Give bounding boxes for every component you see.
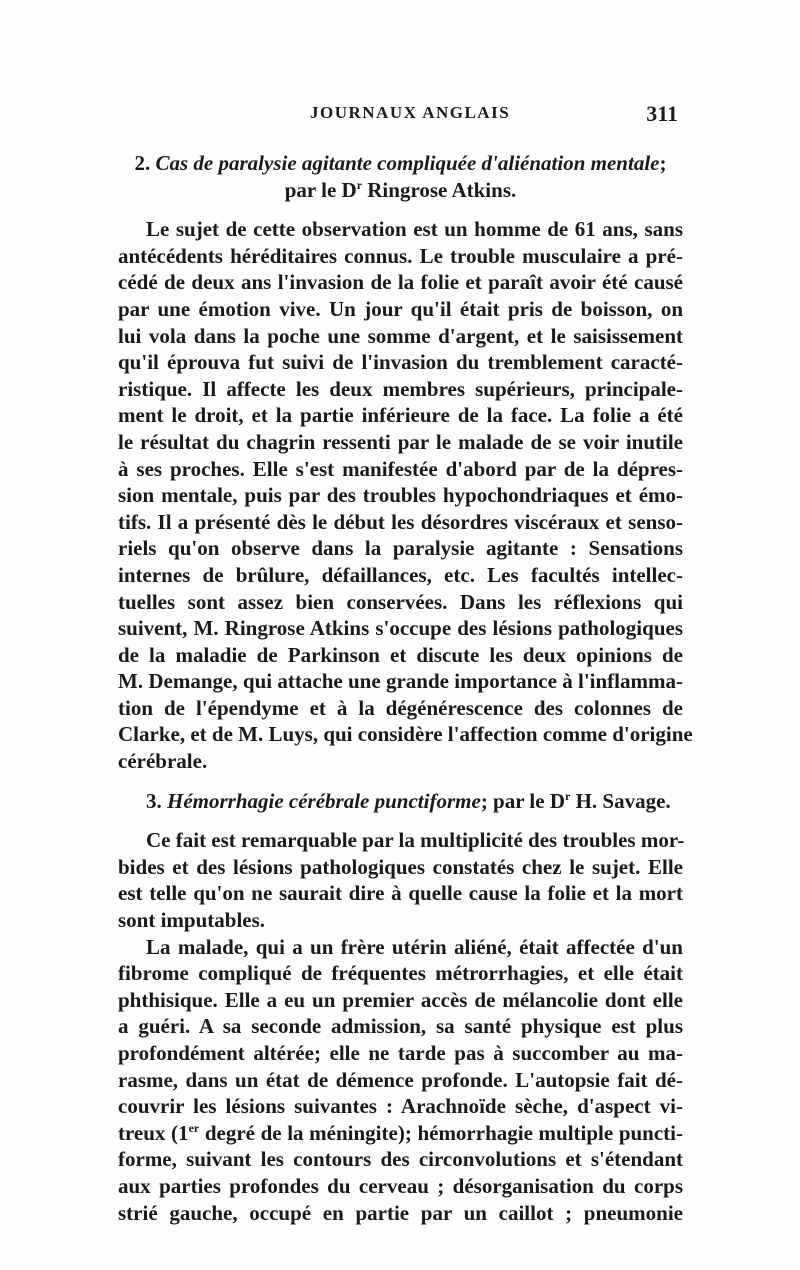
page-number: 311 [646,101,678,126]
section-3-number: 3. [146,788,167,813]
paragraph-line: suivent, M. Ringrose Atkins s'occupe des lésions pathologiques [118,616,683,641]
section-3-author-name: H. Savage. [570,788,671,813]
meningite-line-start: treux (1 [118,1120,189,1145]
paragraph-line: profondément altérée; elle ne tarde pas à succomber au ma- [118,1041,683,1065]
section-2-title-text: Cas de paralysie agitante compliquée d'aliénation mentale [155,151,660,175]
paragraph-line: a guéri. A sa seconde admission, sa santé physique est plus [118,1014,683,1039]
paragraph-line: La malade, qui a un frère utérin aliéné, était affectée d'un [146,934,683,959]
paragraph-line: couvrir les lésions suivantes : Arachnoïde sèche, d'aspect vi- [118,1094,683,1119]
spacer [118,775,683,788]
paragraph-line: aux parties profondes du cerveau ; désorganisation du corps [118,1173,683,1198]
paragraph-line: est telle qu'on ne saurait dire à quelle cause la folie et la mort [118,881,683,906]
section-3-title-text: Hémorrhagie cérébrale punctiforme [167,788,481,813]
running-head: JOURNAUX ANGLAIS [310,103,511,122]
paragraph-line: phthisique. Elle a eu un premier accès de mélancolie dont elle [118,987,683,1012]
paragraph-line: à ses proches. Elle s'est manifestée d'abord par de la dépres- [118,456,683,481]
section-2-author-sup: r [356,177,363,192]
paragraph-line: le résultat du chagrin ressenti par le malade de se voir inutile [118,429,683,454]
paragraph-line: tuelles sont assez bien conservées. Dans les réflexions qui [118,589,683,614]
paragraph-line: Le sujet de cette observation est un homme de 61 ans, sans [146,217,683,242]
paragraph-line: tion de l'épendyme et à la dégénérescence des colonnes de [118,695,683,720]
paragraph-line: ristique. Il affecte les deux membres supérieurs, principale- [118,376,683,401]
paragraph-line: M. Demange, qui attache une grande importance à l'inflamma- [118,669,683,694]
paragraph-line: antécédents héréditaires connus. Le trouble musculaire a pré- [118,243,683,268]
paragraph-line: Clarke, et de M. Luys, qui considère l'affection comme d'origine [118,722,693,747]
section-3-title [118,788,683,815]
section-3-title-mid: ; par le D [480,788,565,813]
paragraph-line: riels qu'on observe dans la paralysie agitante : Sensations [118,536,683,561]
paragraph-line: cérébrale. [118,749,208,774]
paragraph-line: ment le droit, et la partie inférieure de la face. La folie a été [118,403,683,428]
page-body [118,150,693,1226]
meningite-line-end: degré de la méningite); hémorrhagie multiple puncti- [199,1120,684,1145]
paragraph-line: sion mentale, puis par des troubles hypochondriaques et émo- [118,483,683,508]
paragraph-line: lui vola dans la poche une somme d'argent, et le saisissement [118,323,683,348]
section-2-title-punct: ; [659,151,667,175]
spacer [118,203,683,216]
section-3-title-sup: r [565,788,571,803]
paragraph-line: rasme, dans un état de démence profonde. L'autopsie fait dé- [118,1067,683,1092]
paragraph-line: sont imputables. [118,908,266,933]
paragraph-line: Ce fait est remarquable par la multiplicité des troubles mor- [146,828,685,853]
section-2-title [118,150,683,177]
paragraph-line: tifs. Il a présenté dès le début les désordres viscéraux et senso- [118,509,683,534]
page-header [120,103,680,133]
paragraph-line: cédé de deux ans l'invasion de la folie et paraît avoir été causé [118,270,683,295]
spacer [118,814,683,827]
paragraph-line: bides et des lésions pathologiques constatés chez le sujet. Elle [118,854,683,879]
paragraph-line: internes de brûlure, défaillances, etc. Les facultés intellec- [118,562,683,587]
paragraph-line: par une émotion vive. Un jour qu'il était pris de boisson, on [118,296,683,321]
section-2-number: 2. [134,151,156,175]
paragraph-line: de la maladie de Parkinson et discute les deux opinions de [118,642,683,667]
section-2-author-pre: par le D [284,177,357,202]
section-2-author [118,177,683,204]
paragraph-line: strié gauche, occupé en partie par un caillot ; pneumonie [118,1200,683,1225]
paragraph-line: fibrome compliqué de fréquentes métrorrhagies, et elle était [118,961,683,986]
section-2-author-name: Ringrose Atkins. [362,177,517,202]
ordinal-superscript: er [188,1120,200,1135]
paragraph-line: qu'il éprouva fut suivi de l'invasion du tremblement caracté- [118,350,683,375]
paragraph-line [118,1120,683,1147]
paragraph-line: forme, suivant les contours des circonvolutions et s'étendant [118,1147,683,1172]
